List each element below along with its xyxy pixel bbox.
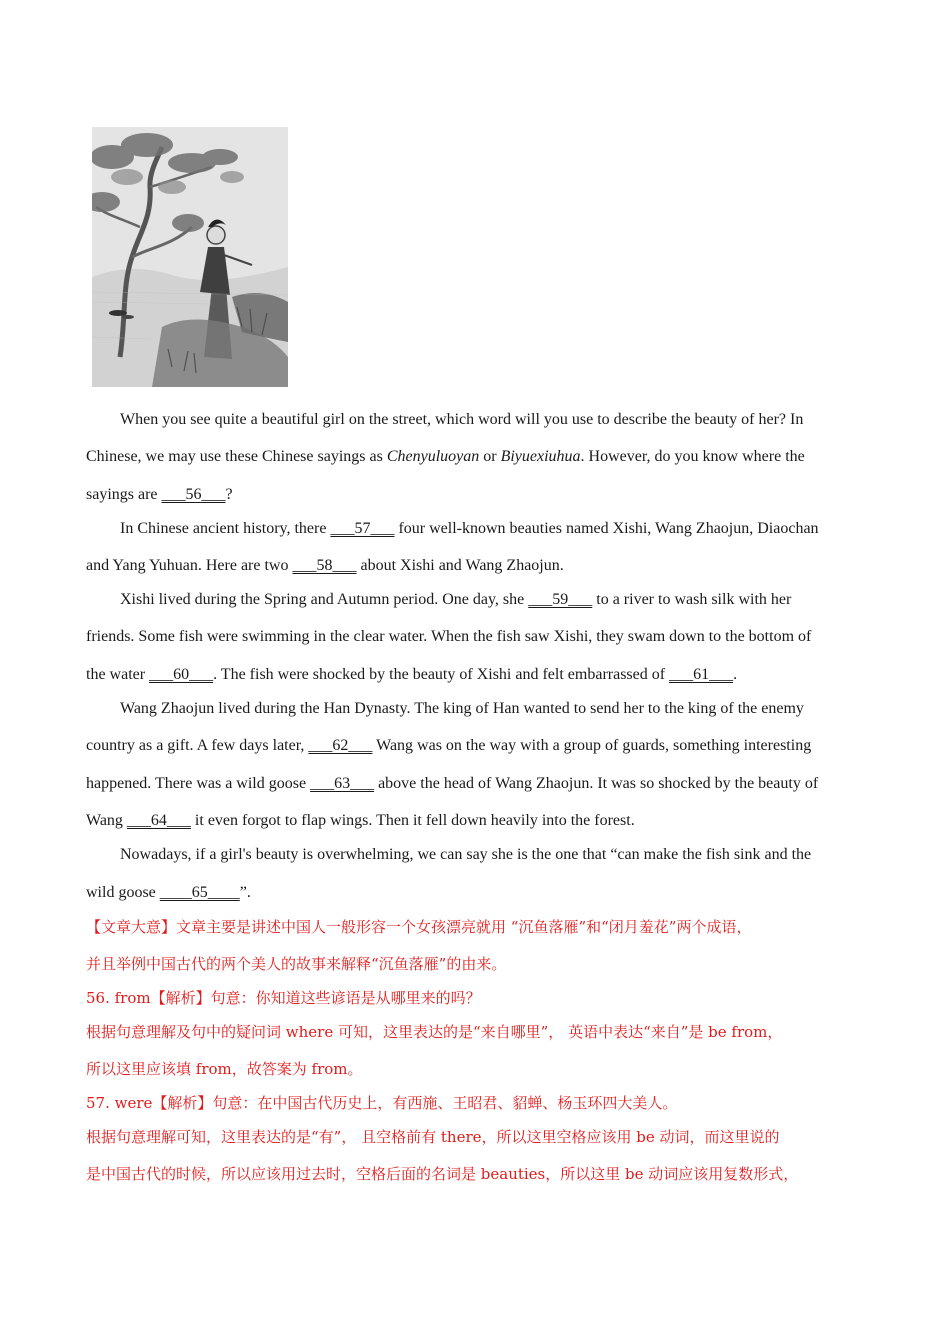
- passage-text: wild goose: [86, 884, 160, 901]
- passage-text: happened. There was a wild goose: [86, 775, 311, 792]
- passage-p1-line3: [86, 485, 233, 505]
- blank-64[interactable]: ___64___: [126, 812, 191, 829]
- passage-text: about Xishi and Wang Zhaojun.: [356, 557, 564, 574]
- summary-line1: 【文章大意】文章主要是讲述中国人一般形容一个女孩漂亮就用 “沉鱼落雁”和“闭月羞花”两个成语，: [86, 918, 752, 936]
- passage-text: When you see quite a beautiful girl on the street, which word will you use to describe the beauty of her? In: [120, 411, 804, 428]
- blank-59[interactable]: ___59___: [528, 591, 593, 608]
- passage-text: or: [479, 448, 501, 465]
- passage-p3-line2: [86, 627, 811, 647]
- passage-p2-line1: [120, 519, 819, 539]
- passage-p4-line2: [86, 736, 811, 756]
- passage-text: Wang Zhaojun lived during the Han Dynasty. The king of Han wanted to send her to the king of the enemy: [120, 700, 804, 717]
- blank-56[interactable]: ___56___: [161, 486, 226, 503]
- passage-p1-line2: [86, 447, 805, 467]
- passage-text: . However, do you know where the: [580, 448, 805, 465]
- passage-text: Nowadays, if a girl's beauty is overwhelming, we can say she is the one that “can make the fish sink and the: [120, 846, 812, 863]
- passage-text: ?: [225, 486, 233, 503]
- passage-text: . The fish were shocked by the beauty of Xishi and felt embarrassed of: [213, 666, 670, 683]
- passage-text: country as a gift. A few days later,: [86, 737, 309, 754]
- passage-p4-line1: [120, 699, 804, 719]
- passage-p5-line1: [120, 845, 811, 865]
- passage-text: and Yang Yuhuan. Here are two: [86, 557, 293, 574]
- blank-63[interactable]: ___63___: [310, 775, 375, 792]
- passage-text: ”.: [239, 884, 251, 901]
- passage-text: to a river to wash silk with her: [592, 591, 792, 608]
- answer-57-heading: 57. were【解析】句意：在中国古代历史上，有西施、王昭君、貂蝉、杨玉环四大美人。: [86, 1094, 678, 1112]
- passage-text: four well-known beauties named Xishi, Wang Zhaojun, Diaochan: [394, 520, 819, 537]
- passage-text: it even forgot to flap wings. Then it fell down heavily into the forest.: [190, 812, 635, 829]
- italic-term-biyuexiuhua: Biyuexiuhua: [500, 448, 581, 465]
- passage-text: Chinese, we may use these Chinese sayings as: [86, 448, 387, 465]
- passage-p3-line1: [120, 590, 791, 610]
- blank-57[interactable]: ___57___: [330, 520, 395, 537]
- answer-56-heading: 56. from【解析】句意：你知道这些谚语是从哪里来的吗？: [86, 989, 481, 1007]
- passage-text: sayings are: [86, 486, 162, 503]
- blank-61[interactable]: ___61___: [669, 666, 734, 683]
- passage-p5-line2: [86, 883, 251, 903]
- passage-p4-line4: [86, 811, 635, 831]
- passage-p1-line1: [120, 410, 803, 430]
- passage-text: .: [733, 666, 738, 683]
- blank-65[interactable]: ____65____: [159, 884, 240, 901]
- passage-text: Wang was on the way with a group of guards, something interesting: [372, 737, 812, 754]
- passage-text: Wang: [86, 812, 127, 829]
- answer-57-explanation-line2: 是中国古代的时候，所以应该用过去时，空格后面的名词是 beauties，所以这里 be 动词应该用复数形式，: [86, 1165, 799, 1183]
- passage-text: the water: [86, 666, 150, 683]
- blank-62[interactable]: ___62___: [308, 737, 373, 754]
- blank-58[interactable]: ___58___: [292, 557, 357, 574]
- passage-p3-line3: [86, 665, 737, 685]
- passage-text: Xishi lived during the Spring and Autumn period. One day, she: [120, 591, 529, 608]
- ancient-beauty-illustration: [92, 127, 288, 387]
- answer-56-explanation-line1: 根据句意理解及句中的疑问词 where 可知，这里表达的是“来自哪里”， 英语中表达“来自”是 be from，: [86, 1023, 783, 1041]
- passage-text: In Chinese ancient history, there: [120, 520, 331, 537]
- passage-text: above the head of Wang Zhaojun. It was so shocked by the beauty of: [374, 775, 819, 792]
- blank-60[interactable]: ___60___: [149, 666, 214, 683]
- passage-p4-line3: [86, 774, 818, 794]
- passage-text: friends. Some fish were swimming in the clear water. When the fish saw Xishi, they swam down to the bottom of: [86, 628, 812, 645]
- answer-56-explanation-line2: 所以这里应该填 from，故答案为 from。: [86, 1060, 363, 1078]
- answer-57-explanation-line1: 根据句意理解可知，这里表达的是“有”， 且空格前有 there，所以这里空格应该用 be 动词，而这里说的: [86, 1128, 780, 1146]
- ink-painting-image: [92, 127, 288, 387]
- passage-p2-line2: [86, 556, 564, 576]
- italic-term-chenyuluoyan: Chenyuluoyan: [386, 448, 480, 465]
- summary-line2: 并且举例中国古代的两个美人的故事来解释“沉鱼落雁”的由来。: [86, 955, 507, 973]
